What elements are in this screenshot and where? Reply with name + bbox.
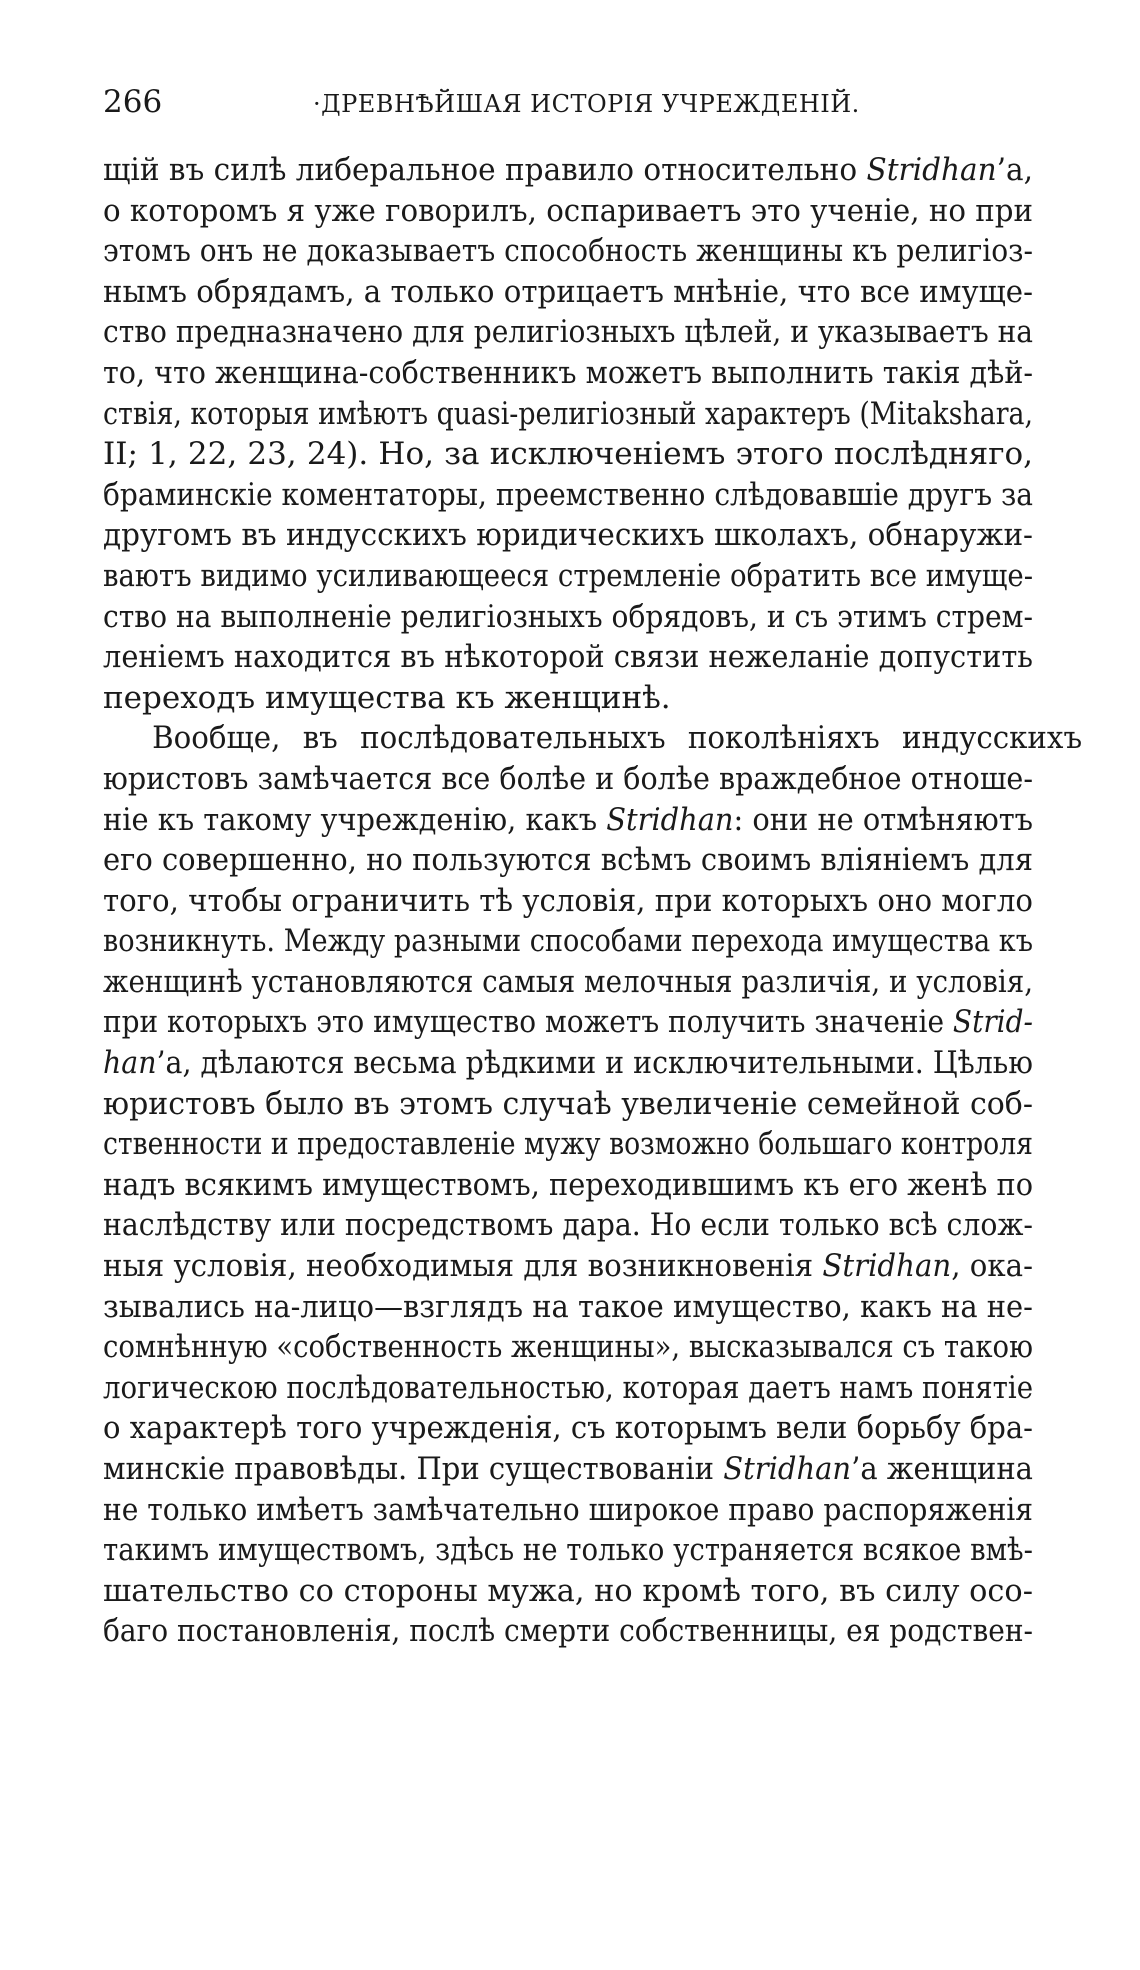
line-text: юристовъ было въ этомъ случаѣ увеличеніе семейной соб- <box>103 1085 1033 1122</box>
text-line <box>103 1165 1033 1206</box>
text-line <box>103 1408 1033 1449</box>
line-text: сомнѣнную «собственность женщины», высказывался съ такою <box>103 1329 1033 1366</box>
line-text: о характерѣ того учрежденія, съ которымъ вели борьбу бра- <box>103 1410 1034 1447</box>
line-text: II; 1, 22, 23, 24). Но, за исключеніемъ этого послѣдняго, <box>103 436 1033 473</box>
line-text-after: : они не отмѣняютъ <box>733 801 1034 838</box>
text-line <box>103 1246 1033 1287</box>
line-italic-term: Stridhan <box>606 801 734 838</box>
text-line <box>103 637 1033 678</box>
text-line <box>103 1490 1033 1531</box>
text-line <box>103 597 1033 638</box>
line-text: этомъ онъ не доказываетъ способность женщины къ религіоз- <box>103 233 1033 270</box>
text-line <box>103 1611 1033 1652</box>
page-header <box>103 82 1033 126</box>
text-line <box>103 475 1033 516</box>
line-text: его совершенно, но пользуются всѣмъ своимъ вліяніемъ для <box>103 842 1033 879</box>
line-text: ніе къ такому учрежденію, какъ <box>103 801 607 838</box>
line-text: того, чтобы ограничить тѣ условія, при которыхъ оно могло <box>103 882 1034 919</box>
text-line <box>103 394 1033 435</box>
text-line <box>103 800 1033 841</box>
text-line <box>103 1368 1033 1409</box>
text-line <box>103 312 1033 353</box>
line-text: о которомъ я уже говорилъ, оспариваетъ это ученіе, но при <box>103 192 1033 229</box>
text-line <box>103 1449 1033 1490</box>
line-text: щій въ силѣ либеральное правило относительно <box>103 152 867 188</box>
line-text: минскіе правовѣды. При существованіи <box>103 1451 724 1487</box>
line-text: такимъ имуществомъ, здѣсь не только устраняется всякое вмѣ- <box>103 1532 1033 1569</box>
line-text-after: ’а, дѣлаются весьма рѣдкими и исключительными. Цѣлью <box>156 1045 1033 1082</box>
text-line <box>103 434 1033 475</box>
text-line <box>103 1084 1033 1125</box>
text-line <box>103 515 1033 556</box>
text-line <box>103 150 1033 191</box>
line-text: ство предназначено для религіозныхъ цѣлей, и указываетъ на <box>103 314 1034 351</box>
line-text: женщинѣ установляются самыя мелочныя различія, и условія, <box>103 963 1034 1000</box>
text-line <box>103 272 1033 313</box>
text-line <box>103 678 1033 719</box>
text-line <box>103 353 1033 394</box>
line-text: надъ всякимъ имуществомъ, переходившимъ къ его женѣ по <box>103 1166 1034 1203</box>
running-title: ·ДРЕВНѢЙШАЯ ИСТОРІЯ УЧРЕЖДЕНІЙ. <box>313 90 860 118</box>
line-text: наслѣдству или посредствомъ дара. Но если только всѣ слож- <box>103 1207 1034 1244</box>
text-line <box>103 718 1082 759</box>
line-italic-term: Stridhan <box>866 152 997 188</box>
line-text: не только имѣетъ замѣчательно широкое право распоряженія <box>103 1491 1033 1528</box>
line-italic-term: Stridhan <box>822 1248 952 1285</box>
text-line <box>103 962 1033 1003</box>
line-text: логическою послѣдовательностью, которая даетъ намъ понятіе <box>103 1369 1034 1406</box>
text-line <box>103 191 1033 232</box>
text-line <box>103 921 1033 962</box>
line-text: баго постановленія, послѣ смерти собственницы, ея родствен- <box>103 1613 1034 1650</box>
text-line <box>103 840 1033 881</box>
line-italic-term: Stridhan <box>723 1451 852 1487</box>
text-line <box>103 231 1033 272</box>
text-line <box>103 1043 1033 1084</box>
line-text: возникнуть. Между разными способами перехода имущества къ <box>103 923 1034 960</box>
text-line <box>103 1571 1033 1612</box>
text-line <box>103 1002 1033 1043</box>
line-text: при которыхъ это имущество можетъ получить значеніе <box>103 1004 953 1041</box>
line-text: браминскіе коментаторы, преемственно слѣдовавшіе другъ за <box>103 476 1034 513</box>
line-text: Вообще, въ послѣдовательныхъ поколѣніяхъ индусскихъ <box>152 720 1083 757</box>
text-line <box>103 1124 1033 1165</box>
line-text: шательство со стороны мужа, но кромѣ того, въ силу осо- <box>103 1572 1033 1609</box>
line-text: юристовъ замѣчается все болѣе и болѣе враждебное отноше- <box>103 760 1033 797</box>
line-text: ство на выполненіе религіозныхъ обрядовъ, и съ этимъ стрем- <box>103 598 1034 635</box>
page-number: 266 <box>103 84 163 120</box>
line-text: то, что женщина-собственникъ можетъ выполнить такія дѣй- <box>103 354 1034 391</box>
line-text: ваютъ видимо усиливающееся стремленіе обратить все имуще- <box>103 557 1034 594</box>
line-text: нымъ обрядамъ, а только отрицаетъ мнѣніе, что все имуще- <box>103 273 1033 310</box>
line-text-after: , ока- <box>951 1248 1033 1285</box>
text-line <box>103 881 1033 922</box>
line-text: ныя условія, необходимыя для возникновенія <box>103 1248 823 1285</box>
body-text <box>103 150 1083 1652</box>
line-text: ственности и предоставленіе мужу возможно большаго контроля <box>103 1126 1033 1163</box>
line-text-after: ’а, <box>996 152 1033 188</box>
text-line <box>103 1530 1033 1571</box>
text-line <box>103 1287 1033 1328</box>
text-line <box>103 759 1033 800</box>
line-text: другомъ въ индусскихъ юридическихъ школахъ, обнаружи- <box>103 517 1033 554</box>
line-text: зывались на-лицо—взглядъ на такое имущество, какъ на не- <box>103 1288 1033 1325</box>
text-line <box>103 1327 1033 1368</box>
text-line <box>103 556 1033 597</box>
line-text: переходъ имущества къ женщинѣ. <box>103 679 671 716</box>
text-line <box>103 1205 1033 1246</box>
line-text-after: ’а женщина <box>851 1451 1033 1487</box>
line-text: ствія, которыя имѣютъ quasi-религіозный характеръ (Mitakshara, <box>103 395 1034 432</box>
line-italic-term: han <box>103 1045 157 1082</box>
line-text: леніемъ находится въ нѣкоторой связи нежеланіе допустить <box>103 639 1033 676</box>
line-italic-term: Strid- <box>952 1004 1033 1041</box>
